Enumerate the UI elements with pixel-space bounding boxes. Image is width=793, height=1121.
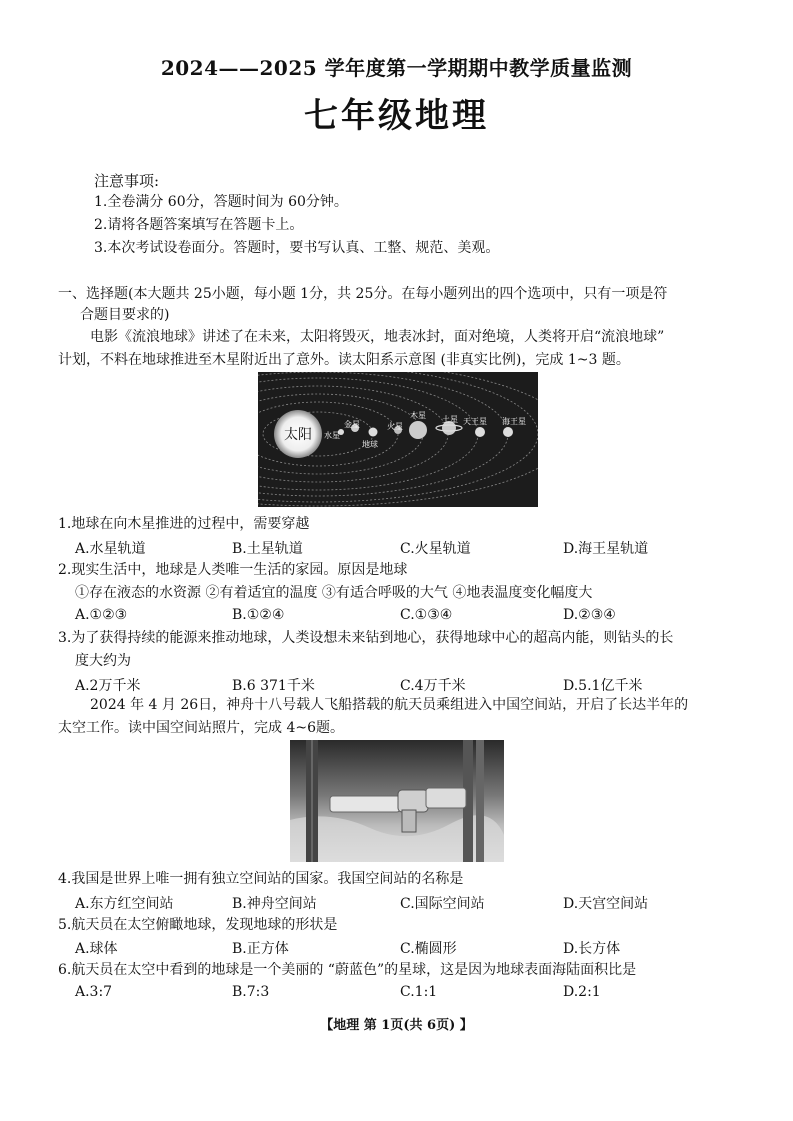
option: D.海王星轨道 [563,541,649,557]
question-stem: 2.现实生活中，地球是人类唯一生活的家园。原因是地球 [58,562,408,578]
planet-label: 土星 [442,415,458,424]
option: C.椭圆形 [400,941,457,957]
sun-label: 太阳 [284,427,312,443]
space-station-photo [290,740,504,862]
earth-icon [369,428,378,437]
solar-panel-left [306,740,318,862]
question-stem: 5.航天员在太空俯瞰地球，发现地球的形状是 [58,917,338,933]
option: B.7:3 [232,984,270,1000]
option: B.神舟空间站 [232,896,317,912]
option: D.5.1亿千米 [563,678,643,694]
option: C.1:1 [400,984,438,1000]
exam-subject: 七年级地理 [304,96,489,136]
option: B.土星轨道 [232,541,303,557]
jupiter-icon [409,421,427,439]
planet-label: 天王星 [463,417,487,426]
planet-label: 木星 [410,411,426,420]
option: C.4万千米 [400,678,466,694]
space-station-image [290,740,504,862]
notice-item: 2.请将各题答案填写在答题卡上。 [94,217,304,233]
question-stem: 4.我国是世界上唯一拥有独立空间站的国家。我国空间站的名称是 [58,871,464,887]
option: A.水星轨道 [75,541,146,557]
section-heading: 一、选择题(本大题共 25小题，每小题 1分，共 25分。在每小题列出的四个选项中，只有一项是符 [58,286,668,302]
option: C.火星轨道 [400,541,471,557]
uranus-icon [475,427,485,437]
question-stem: 6.航天员在太空中看到的地球是一个美丽的 “蔚蓝色”的星球，这是因为地球表面海陆面积比是 [58,962,637,978]
passage-line: 太空工作。读中国空间站照片，完成 4~6题。 [58,720,344,736]
option: C.国际空间站 [400,896,485,912]
option: D.天宫空间站 [563,896,649,912]
planet-label: 火星 [387,422,403,431]
question-sub: ①存在液态的水资源 ②有着适宜的温度 ③有适合呼吸的大气 ④地表温度变化幅度大 [75,585,593,601]
question-stem: 3.为了获得持续的能源来推动地球，人类设想未来钻到地心，获得地球中心的超高内能，则钻头的长 [58,630,674,646]
exam-title: 2024——2025 学年度第一学期期中教学质量监测 [160,56,633,80]
notice-item: 1.全卷满分 60分，答题时间为 60分钟。 [94,194,348,210]
option: A.2万千米 [75,678,141,694]
question-stem: 1.地球在向木星推进的过程中，需要穿越 [58,516,310,532]
planet-label: 金星 [344,420,360,429]
section-heading-cont: 合题目要求的) [80,307,170,323]
notice-item: 3.本次考试设卷面分。答题时，要书写认真、工整、规范、美观。 [94,240,500,256]
planet-label: 海王星 [502,417,526,426]
option: C.①③④ [400,607,453,623]
option: A.球体 [75,941,118,957]
option: B.①②④ [232,607,285,623]
passage-line: 电影《流浪地球》讲述了在未来，太阳将毁灭，地表冰封，面对绝境，人类将开启“流浪地球” [90,329,665,345]
notice-heading: 注意事项: [94,172,160,190]
page-footer: 【地理 第 1页(共 6页) 】 [320,1018,473,1033]
neptune-icon [503,427,513,437]
passage-line: 计划，不料在地球推进至木星附近出了意外。读太阳系示意图 (非真实比例)，完成 1~3 题。 [58,352,630,368]
solar-system-diagram [258,372,538,507]
planet-label: 地球 [362,440,378,449]
planet-label: 水星 [324,431,340,440]
solar-system-image [258,372,538,507]
option: A.3:7 [75,984,113,1000]
option: A.①②③ [75,607,128,623]
option: B.6 371千米 [232,678,315,694]
option: D.2:1 [563,984,601,1000]
option: D.②③④ [563,607,616,623]
passage-line: 2024 年 4 月 26日，神舟十八号载人飞船搭载的航天员乘组进入中国空间站，开启了长达半年的 [90,697,689,713]
option: D.长方体 [563,941,621,957]
option: B.正方体 [232,941,289,957]
option: A.东方红空间站 [75,896,174,912]
question-stem-cont: 度大约为 [75,653,131,669]
